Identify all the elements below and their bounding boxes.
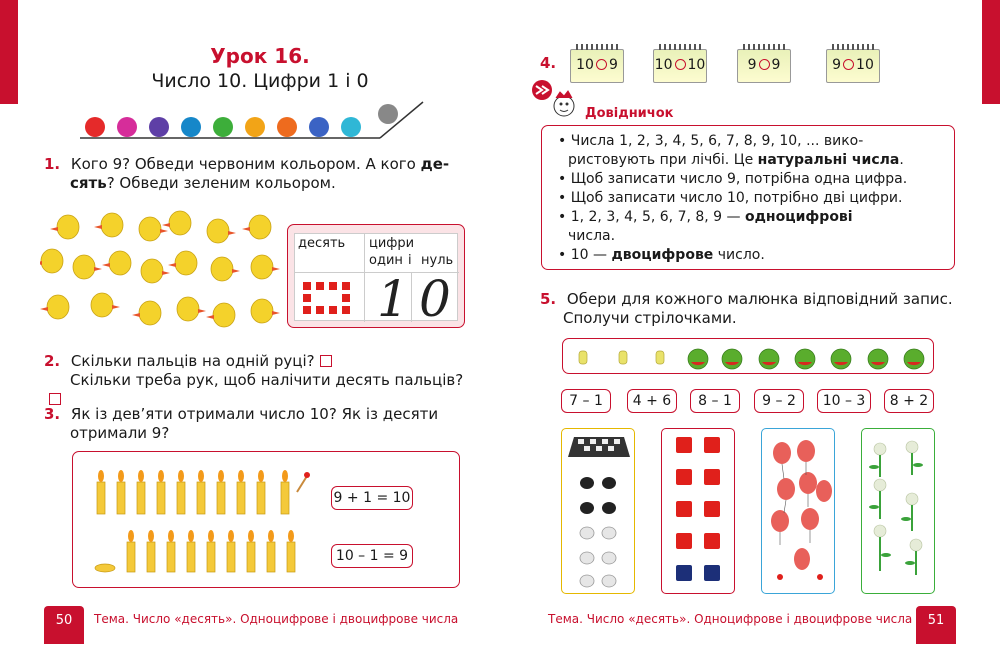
compare-card-4: 9 10 xyxy=(826,49,880,83)
page-number-right: 51 xyxy=(916,606,956,644)
equation-1: 9 + 1 = 10 xyxy=(331,486,413,510)
mascot-icon xyxy=(530,78,580,122)
reference-line-3: • Щоб записати число 9, потрібна одна цифра. xyxy=(558,171,908,187)
chicks-illustration xyxy=(40,205,280,335)
balls-illustration xyxy=(80,96,425,144)
expression-4[interactable]: 9 – 2 xyxy=(754,389,804,413)
dice-card xyxy=(661,428,735,594)
footer-right: Тема. Число «десять». Одноцифрове і двоцифрове числа xyxy=(548,612,913,626)
reference-line-6: числа. xyxy=(568,228,616,244)
digits-card xyxy=(287,224,465,328)
task3-number: 3. xyxy=(44,405,61,423)
digits-card-inner xyxy=(294,233,458,328)
checkers-illustration xyxy=(568,435,630,589)
reference-line-5: • 1, 2, 3, 4, 5, 6, 7, 8, 9 — одноцифрові xyxy=(558,209,853,225)
expression-2[interactable]: 4 + 6 xyxy=(627,389,677,413)
equation-2: 10 – 1 = 9 xyxy=(331,544,413,568)
answer-box-1[interactable] xyxy=(320,355,332,367)
task4-number: 4. xyxy=(540,54,557,72)
label-and: і xyxy=(408,253,412,268)
expression-1[interactable]: 7 – 1 xyxy=(561,389,611,413)
reference-line-4: • Щоб записати число 10, потрібно дві цифри. xyxy=(558,190,903,206)
digits-divider-2 xyxy=(411,272,412,322)
task1-number: 1. xyxy=(44,155,61,173)
apples-illustration xyxy=(571,342,929,372)
task1-text: 1. Кого 9? Обведи червоним кольором. А кого де- сять? Обведи зеленим кольором. xyxy=(44,155,450,192)
expression-3[interactable]: 8 – 1 xyxy=(690,389,740,413)
ten-squares-icon xyxy=(303,282,353,314)
compare-circle-4[interactable] xyxy=(843,59,854,70)
reference-title: Довідничок xyxy=(585,106,674,121)
compare-circle-1[interactable] xyxy=(596,59,607,70)
reference-line-7: • 10 — двоцифрове число. xyxy=(558,247,765,263)
compare-card-3: 9 9 xyxy=(737,49,791,83)
digit-zero-glyph: 0 xyxy=(419,270,451,328)
expression-5[interactable]: 10 – 3 xyxy=(817,389,871,413)
left-edge-tab xyxy=(0,0,18,104)
checkers-card xyxy=(561,428,635,594)
digit-one-glyph: 1 xyxy=(377,270,409,328)
candles-illustration xyxy=(93,468,333,578)
label-one: один xyxy=(369,253,403,268)
apples-strip xyxy=(562,338,934,374)
right-edge-tab xyxy=(982,0,1000,104)
compare-circle-3[interactable] xyxy=(759,59,770,70)
answer-box-2[interactable] xyxy=(49,393,61,405)
label-zero: нуль xyxy=(421,253,454,268)
reference-line-2: ристовують при лічбі. Це натуральні числа. xyxy=(568,152,904,168)
reference-line-1: • Числа 1, 2, 3, 4, 5, 6, 7, 8, 9, 10, ... вико- xyxy=(558,133,864,149)
compare-card-1: 10 9 xyxy=(570,49,624,83)
reference-box xyxy=(541,125,955,270)
balloons-illustration xyxy=(766,435,832,589)
dandelions-illustration xyxy=(866,435,932,589)
task2-text: 2. Скільки пальців на одній руці? Скільки треба рук, щоб налічити десять пальців? xyxy=(44,352,474,409)
compare-circle-2[interactable] xyxy=(675,59,686,70)
expression-6[interactable]: 8 + 2 xyxy=(884,389,934,413)
footer-left: Тема. Число «десять». Одноцифрове і двоцифрове числа xyxy=(94,612,459,626)
lesson-subtitle: Число 10. Цифри 1 і 0 xyxy=(151,70,369,92)
task3-text: 3. Як із дев’яти отримали число 10? Як із десяти отримали 9? xyxy=(44,405,439,442)
page-number-left: 50 xyxy=(44,606,84,644)
compare-card-2: 10 10 xyxy=(653,49,707,83)
task2-number: 2. xyxy=(44,352,61,370)
label-ten: десять xyxy=(298,236,346,251)
task5-text: 5. Обери для кожного малюнка відповідний запис. Сполучи стрілочками. xyxy=(540,290,953,327)
task5-number: 5. xyxy=(540,290,557,308)
label-digits: цифри xyxy=(369,236,415,251)
dice-illustration xyxy=(670,437,728,587)
lesson-title: Урок 16. xyxy=(210,44,310,68)
balloons-card xyxy=(761,428,835,594)
digits-divider-1 xyxy=(364,234,365,322)
dandelions-card xyxy=(861,428,935,594)
candles-panel xyxy=(72,451,460,588)
